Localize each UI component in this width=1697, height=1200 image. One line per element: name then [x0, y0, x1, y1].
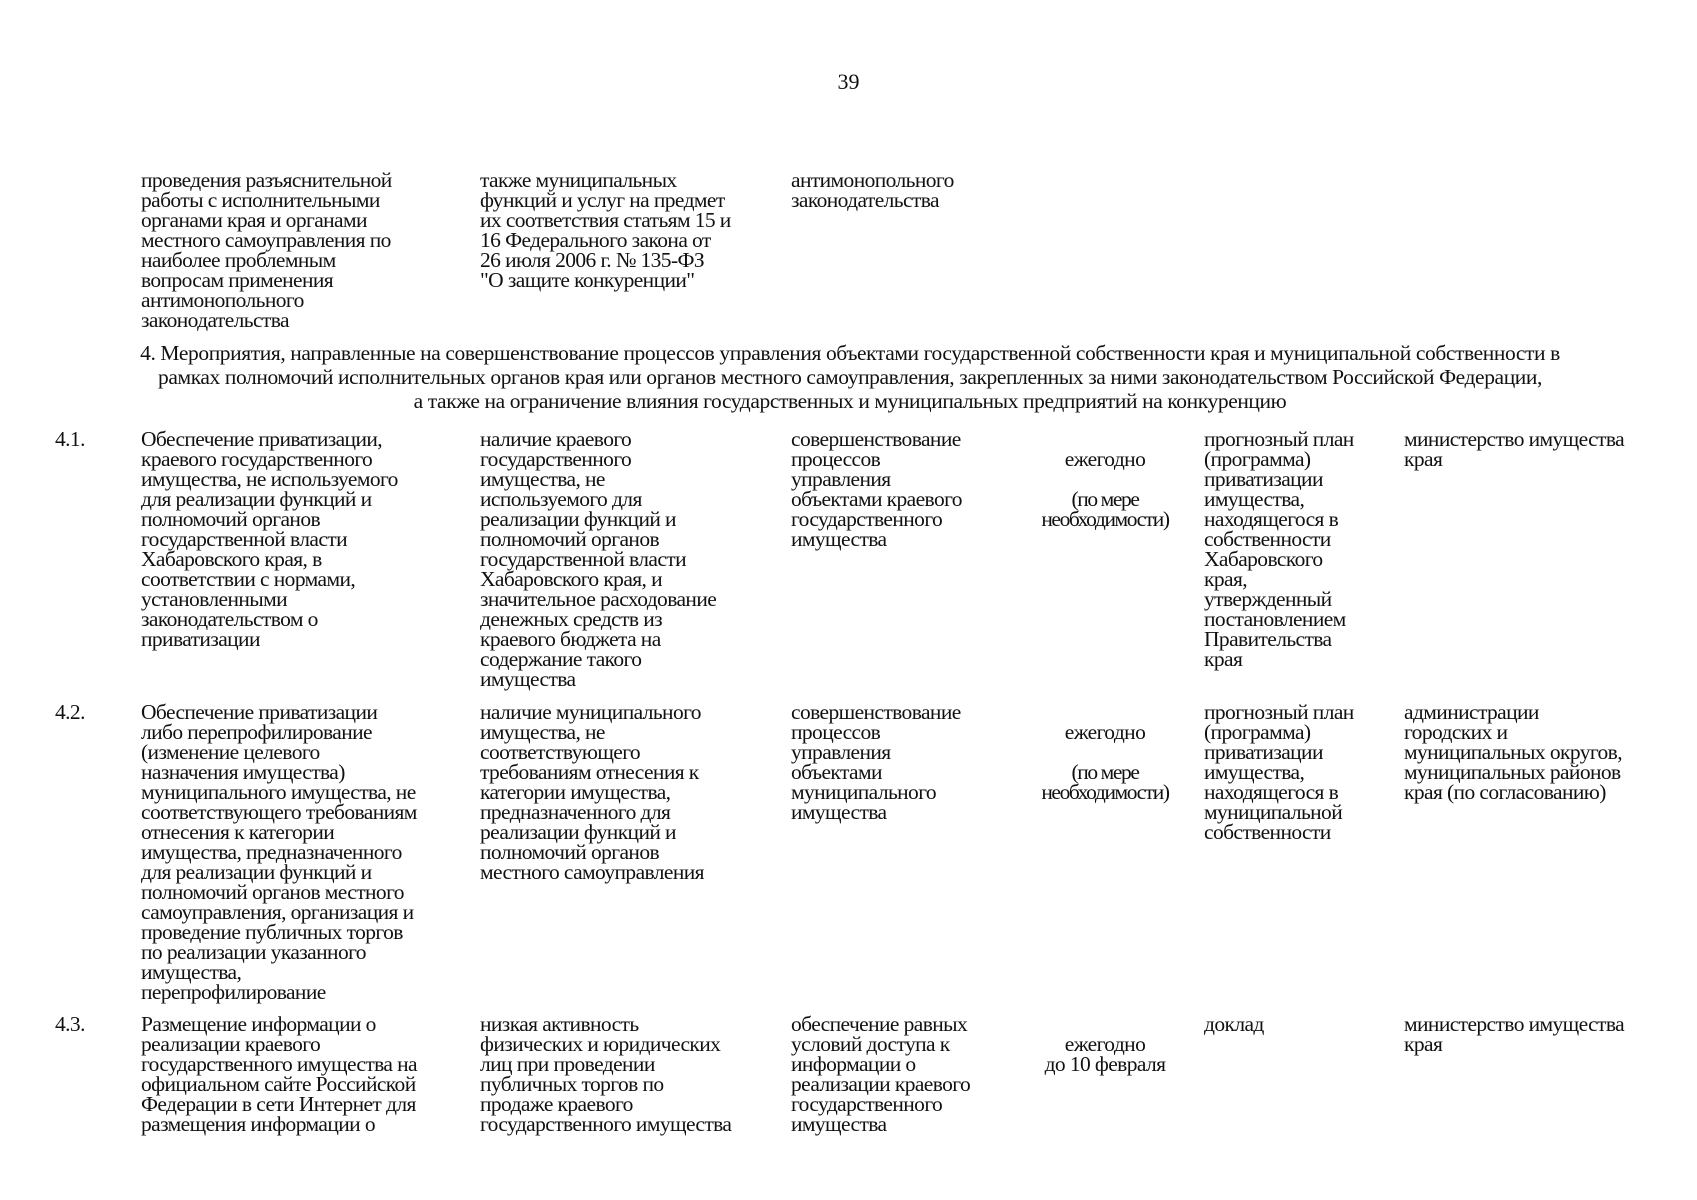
row-responsible: администрации городских и муниципальных округов, муниципальных районов края (по согласованию) — [1404, 700, 1622, 804]
row-term-main: ежегодно до 10 февраля — [1044, 1032, 1166, 1076]
row-document: прогнозный план (программа) приватизации имущества, находящегося в муниципальной собственности — [1204, 700, 1354, 844]
row-problem: наличие муниципального имущества, не соответствующего требованиям отнесения к категории имущества, предназначенного для реализации функций и полномочий органов местного самоуправления — [480, 700, 704, 884]
row-document: прогнозный план (программа) приватизации имущества, находящегося в собственности Хабаровского края, утвержденный постановлением Правительства края — [1204, 427, 1354, 671]
section-heading-line-1: 4. Мероприятия, направленные на совершенствование процессов управления объектами государственной собственности края и муниципальной собственности в — [140, 341, 1560, 365]
row-problem: низкая активность физических и юридических лиц при проведении публичных торгов по продаже краевого государственного имущества — [480, 1012, 732, 1136]
row-number: 4.2. — [55, 700, 85, 724]
continuation-result: антимонопольного законодательства — [791, 168, 954, 212]
row-measure: Обеспечение приватизации, краевого государственного имущества, не используемого для реализации функций и полномочий органов государственной власти Хабаровского края, в соответствии с нормами, установленными законодательством о приватизации — [141, 427, 398, 651]
section-heading — [40, 341, 1660, 413]
row-document: доклад — [1204, 1012, 1264, 1036]
row-term-main: ежегодно — [1064, 447, 1146, 471]
row-term — [1025, 429, 1185, 549]
page-number: 39 — [837, 69, 860, 94]
continuation-measure: проведения разъяснительной работы с исполнительными органами края и органами местного самоуправления по наиболее проблемным вопросам применения антимонопольного законодательства — [141, 168, 392, 332]
row-responsible: министерство имущества края — [1404, 1012, 1625, 1056]
row-result: обеспечение равных условий доступа к информации о реализации краевого государственного имущества — [791, 1012, 971, 1136]
continuation-problem: также муниципальных функций и услуг на предмет их соответствия статьям 15 и 16 Федерального закона от 26 июля 2006 г. № 135-ФЗ "О защите конкуренции" — [480, 168, 731, 292]
row-number: 4.3. — [55, 1012, 85, 1036]
row-measure: Обеспечение приватизации либо перепрофилирование (изменение целевого назначения имущества) муниципального имущества, не соответствующего требованиям отнесения к категории имущества, предназначенного для реализации функций и полномочий органов местного самоуправления, организация и проведение публичных торгов по реализации указанного имущества, перепрофилирование — [141, 700, 417, 1004]
row-term — [1025, 1014, 1185, 1094]
row-measure: Размещение информации о реализации краевого государственного имущества на официальном сайте Российской Федерации в сети Интернет для размещения информации о — [141, 1012, 417, 1136]
row-term — [1025, 702, 1185, 822]
row-number: 4.1. — [55, 427, 85, 451]
row-problem: наличие краевого государственного имущества, не используемого для реализации функций и полномочий органов государственной власти Хабаровского края, и значительное расходование денежных средств из краевого бюджета на содержание такого имущества — [480, 427, 717, 691]
row-term-note: (по мере необходимости) — [1041, 487, 1169, 531]
row-term-note: (по мере необходимости) — [1041, 760, 1169, 804]
row-result: совершенствование процессов управления объектами муниципального имущества — [791, 700, 961, 824]
row-result: совершенствование процессов управления объектами краевого государственного имущества — [791, 427, 962, 551]
section-heading-line-2: рамках полномочий исполнительных органов края или органов местного самоуправления, закрепленных за ними законодательством Российской Федерации, — [158, 365, 1542, 389]
row-term-main: ежегодно — [1064, 720, 1146, 744]
section-heading-line-3: а также на ограничение влияния государственных и муниципальных предприятий на конкуренцию — [413, 389, 1287, 413]
row-responsible: министерство имущества края — [1404, 427, 1625, 471]
